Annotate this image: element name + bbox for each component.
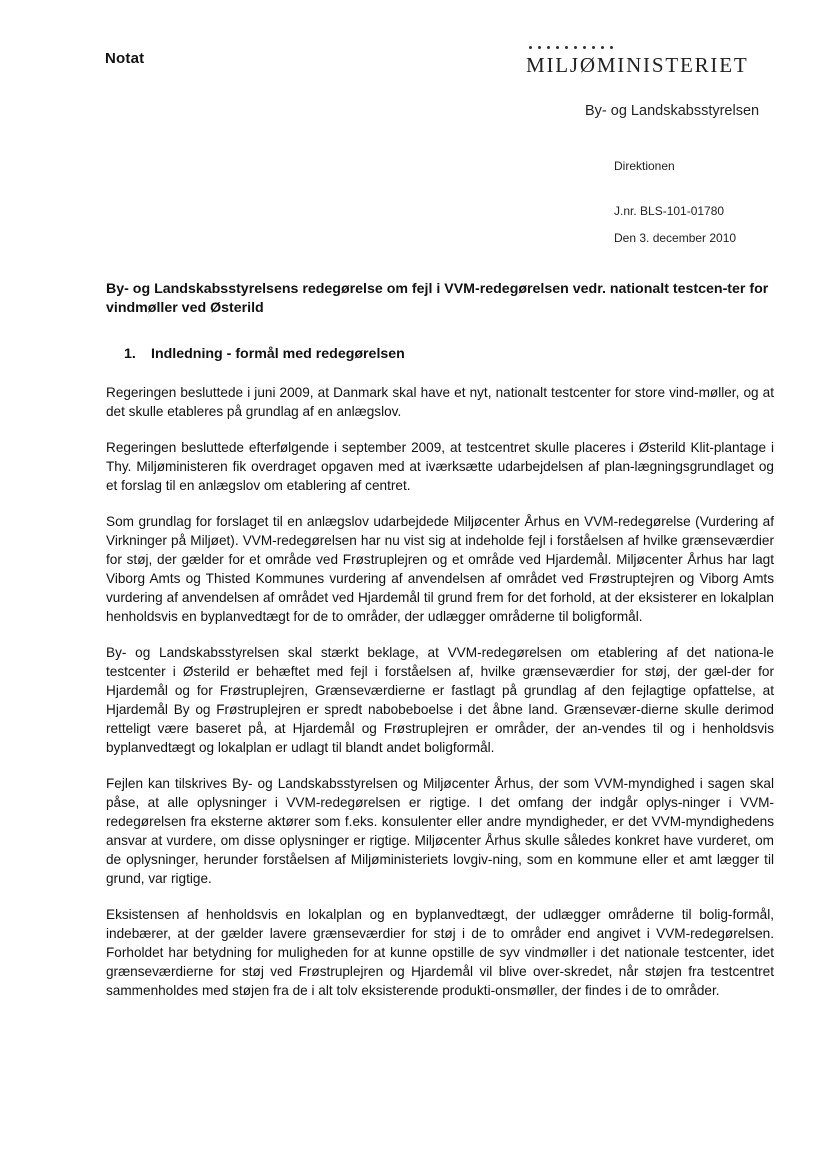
ministry-name: MILJØMINISTERIET [526, 53, 749, 77]
section-title: Indledning - formål med redegørelsen [151, 346, 405, 362]
body-text [106, 383, 774, 1017]
paragraph: Fejlen kan tilskrives By- og Landskabsstyrelsen og Miljøcenter Århus, der som VVM-myndighed i sagen skal påse, at alle oplysninger i VVM-redegørelsen er rigtige. I det omfang der indgår oplys-ninger i VVM-redegørelsen fra eksterne aktører som f.eks. konsulenter eller andre myndigheder, er det VVM-myndighedens ansvar at vurdere, om disse oplysninger er rigtige. Miljøcenter Århus skulle således konkret have vurderet, om de oplysninger, herunder forståelsen af Miljøministeriets lovgiv-ning, som en kommune eller et amt lægger til grund, var rigtige. [106, 776, 774, 886]
ministry-logo [526, 46, 776, 77]
journal-number: J.nr. BLS-101-01780 [614, 204, 725, 218]
section-heading [124, 346, 405, 362]
logo-dots-decoration [529, 46, 776, 51]
department-label: Direktionen [614, 159, 675, 173]
paragraph: Eksistensen af henholdsvis en lokalplan og en byplanvedtægt, der udlægger områderne til bolig-formål, indebærer, at der gælder lavere grænseværdier for støj i de to områder end angivet i VVM-redegørelsen. Forholdet har betydning for muligheden for at kunne opstille de syv vindmøller i det nationale testcenter, idet grænseværdierne for støj ved Frøstruplejren og Hjardemål vil blive over-skredet, når støjen fra testcentret sammenholdes med støjen fra de i alt tolv eksisterende produkti-onsmøller, der findes i de to områder. [106, 907, 774, 998]
section-number: 1. [124, 346, 136, 362]
paragraph: Regeringen besluttede i juni 2009, at Danmark skal have et nyt, nationalt testcenter for store vind-møller, og at det skulle etableres på grundlag af en anlægslov. [106, 385, 774, 419]
document-date: Den 3. december 2010 [614, 231, 737, 245]
paragraph: Som grundlag for forslaget til en anlægslov udarbejdede Miljøcenter Århus en VVM-redegørelse (Vurdering af Virkninger på Miljøet). VVM-redegørelsen har nu vist sig at indeholde fejl i forståelsen af hvilke grænseværdier for støj, der gælder for et område ved Frøstruplejren og et område ved Hjardemål. Miljøcenter Århus har lagt Viborg Amts og Thisted Kommunes vurdering af anvendelsen af området ved Frøstruptejren og Viborg Amts vurdering af anvendelsen af området ved Hjardemål til grund frem for det forhold, at der eksisterer en lokalplan henholdsvis en byplanvedtægt for de to områder, der udlægger områderne til boligformål. [106, 514, 774, 624]
document-title: By- og Landskabsstyrelsens redegørelse om fejl i VVM-redegørelsen vedr. nationalt testcen-ter for vindmøller ved Østerild [106, 281, 769, 316]
paragraph: By- og Landskabsstyrelsen skal stærkt beklage, at VVM-redegørelsen om etablering af det nationa-le testcenter i Østerild er behæftet med fejl i forståelsen af, hvilke grænseværdier for støj, der gæl-der for Hjardemål og for Frøstruplejren, Grænseværdierne er fastlagt på grundlag af den fejlagtige opfattelse, at Hjardemål By og Frøstruplejren er spredt nabobeboelse i det åbne land. Grænsevær-dierne skulle derimod retteligt være baseret på, at Hjardemål og Frøstruplejren er områder, der an-vendes til og i henholdsvis byplanvedtægt og lokalplan er udlagt til blandt andet boligformål. [106, 645, 774, 755]
document-type-label: Notat [105, 50, 145, 67]
agency-name: By- og Landskabsstyrelsen [585, 103, 760, 119]
paragraph: Regeringen besluttede efterfølgende i september 2009, at testcentret skulle placeres i Østerild Klit-plantage i Thy. Miljøministeren fik overdraget opgaven med at iværksætte udarbejdelsen af plan-lægningsgrundlaget og et forslag til en anlægslov om etablering af centret. [106, 440, 774, 493]
